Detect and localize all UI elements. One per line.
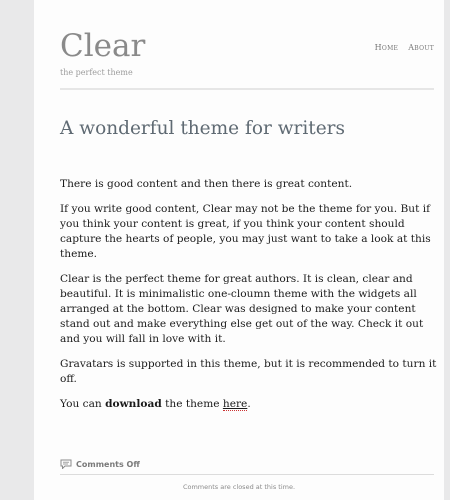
nav-about-link[interactable]: About [408,43,434,52]
site-tagline: the perfect theme [60,68,133,77]
p5-prefix: You can [60,398,106,410]
paragraph-4: Gravatars is supported in this theme, but it is recommended to turn it off. [60,358,437,385]
p5-suffix: . [247,398,251,410]
main-nav [375,43,434,52]
post-content [60,177,438,422]
comments-closed-note: Comments are closed at this time. [182,483,296,491]
page-container [34,0,444,500]
header-divider [60,88,434,90]
paragraph-1: There is good content and then there is great content. [60,178,353,190]
post-title[interactable]: A wonderful theme for writers [60,118,346,139]
speech-bubble-icon [60,459,72,469]
comments-divider [60,474,434,475]
paragraph-3: Clear is the perfect theme for great authors. It is clean, clear and beautiful. It is minimalistic one-cloumn theme with the widgets all arranged at the bottom. Clear was designed to make your content stand out and make everything else get out of the way. Check it out and you will fall in love with it. [60,273,424,345]
paragraph-5 [60,397,438,412]
nav-home-link[interactable]: Home [374,43,399,52]
paragraph-2: If you write good content, Clear may not be the theme for you. But if you think your content is great, if you think your content should capture the hearts of people, you may just want to take a look at this theme. [60,203,431,260]
download-link[interactable]: here [222,398,248,410]
comments-off-label: Comments Off [76,459,140,469]
comments-meta [60,459,140,469]
download-emphasis: download [105,398,162,410]
site-title[interactable]: Clear [60,28,146,64]
p5-middle: the theme [161,398,223,410]
